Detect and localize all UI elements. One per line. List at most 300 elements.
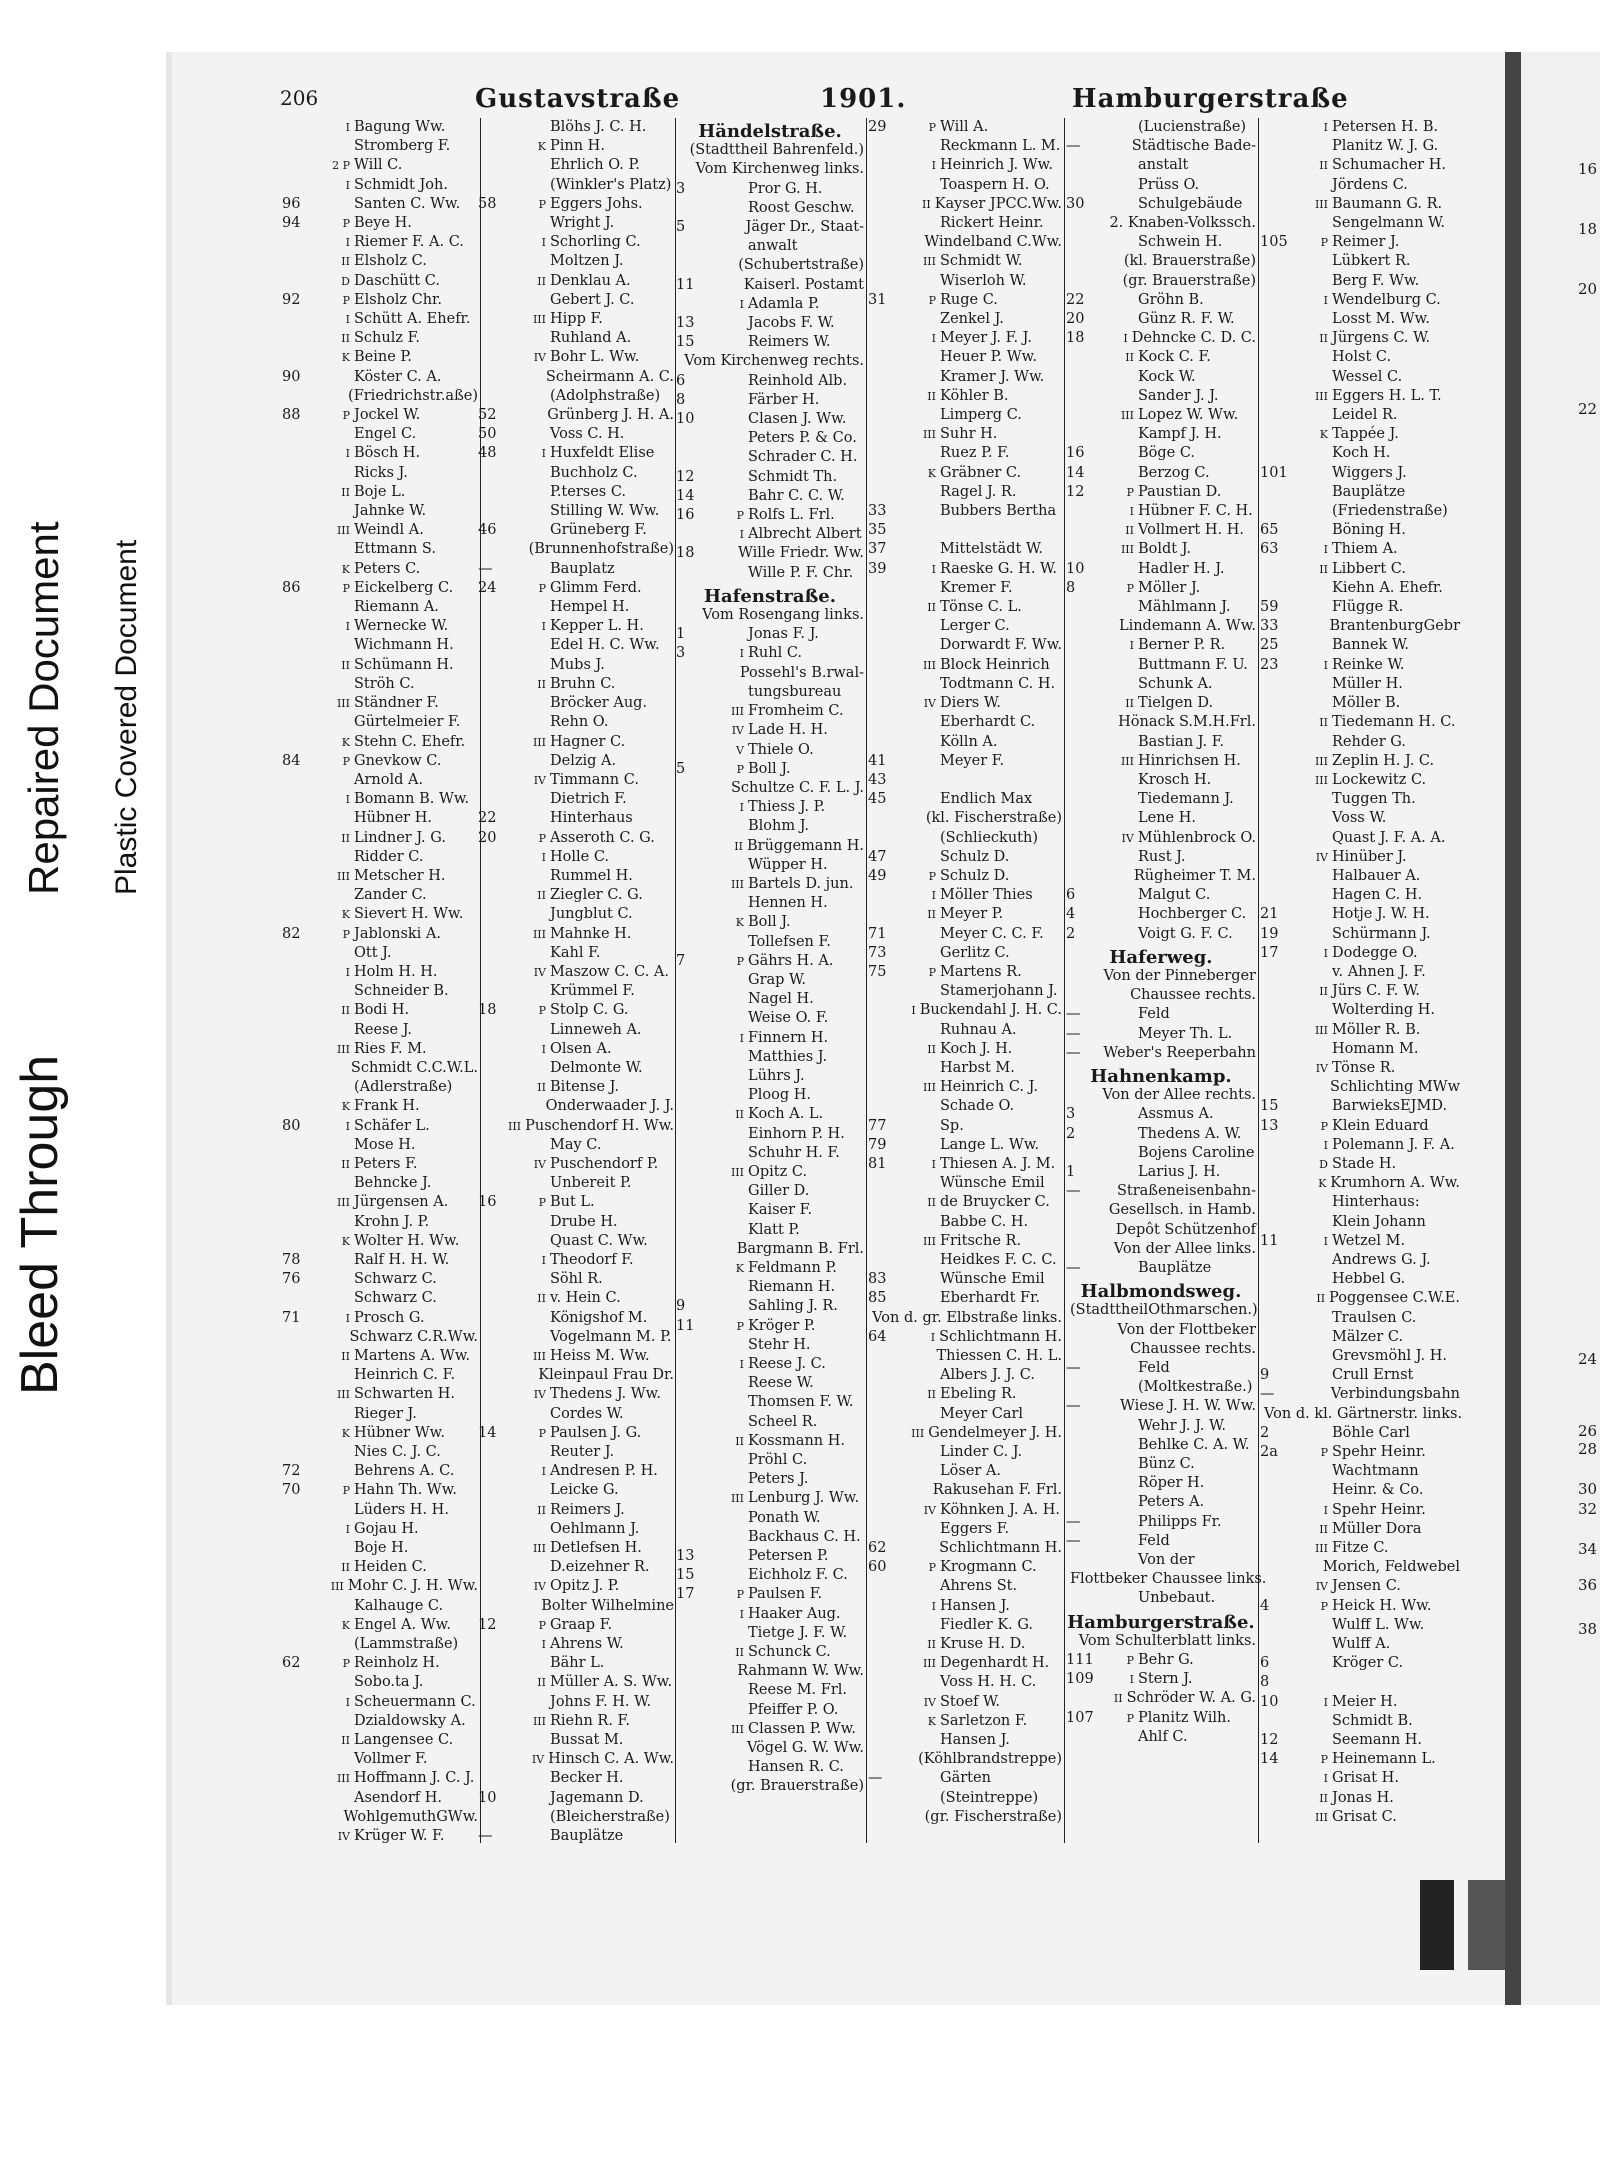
column-rule <box>866 118 867 1843</box>
resident-name: Puschendorf P. <box>550 1155 659 1172</box>
resident-name: Voigt G. F. C. <box>1138 925 1233 942</box>
resident-name: Elsholz Chr. <box>354 291 442 308</box>
directory-entry <box>1066 444 1256 463</box>
resident-name: 2. Knaben-Volkssch. <box>1109 215 1256 232</box>
directory-entry <box>1066 252 1256 271</box>
house-number <box>282 1693 326 1712</box>
directory-entry <box>282 1136 478 1155</box>
resident-name: Schümann H. <box>354 656 454 673</box>
resident-name: Röper H. <box>1138 1475 1205 1492</box>
directory-entry <box>1260 156 1460 175</box>
resident-name: Schulgebäude <box>1138 195 1243 212</box>
resident-name: Rolfs L. Frl. <box>748 507 835 524</box>
resident-name: Wulff A. <box>1332 1636 1391 1653</box>
directory-entry <box>282 790 478 809</box>
house-number: 12 <box>676 468 695 485</box>
resident-name: Klatt P. <box>748 1221 800 1238</box>
floor-code <box>326 636 350 655</box>
resident-name: Feld <box>1138 1532 1170 1549</box>
house-number <box>676 1681 720 1700</box>
directory-entry <box>868 1462 1062 1481</box>
directory-entry <box>1066 829 1256 848</box>
resident-name: Ahlf C. <box>1138 1728 1188 1745</box>
resident-name: Schneider B. <box>354 983 449 1000</box>
resident-name: Engel C. <box>354 426 417 443</box>
house-number <box>478 1021 522 1040</box>
directory-entry <box>1066 1125 1256 1144</box>
resident-name: Metscher H. <box>354 867 446 884</box>
resident-name: Ständner F. <box>354 695 439 712</box>
floor-code <box>1110 156 1134 175</box>
floor-code: K <box>341 1618 350 1632</box>
resident-name: Mahnke H. <box>550 925 632 942</box>
floor-code <box>1110 560 1134 579</box>
house-number <box>676 1259 720 1278</box>
resident-name: Nagel H. <box>748 991 814 1008</box>
resident-name: Ahrens St. <box>940 1578 1018 1595</box>
resident-name: Peters F. <box>354 1155 418 1172</box>
floor-code <box>326 1251 350 1270</box>
house-number <box>1260 733 1304 752</box>
house-number <box>676 1336 720 1355</box>
resident-name: Schulz D. <box>940 867 1010 884</box>
resident-name: Grisat H. <box>1332 1770 1399 1787</box>
floor-code <box>1304 464 1328 483</box>
house-number <box>282 598 326 617</box>
house-number <box>868 1232 912 1251</box>
floor-code <box>1110 1005 1134 1024</box>
resident-name: Onderwaader J. J. <box>545 1098 674 1115</box>
resident-name: Schütt A. Ehefr. <box>354 311 471 328</box>
house-number <box>1260 1712 1304 1731</box>
directory-entry <box>868 675 1062 694</box>
resident-name: (Lammstraße) <box>354 1636 459 1653</box>
resident-name: Fromheim C. <box>748 703 844 720</box>
floor-code: K <box>927 1714 936 1728</box>
house-number <box>1066 1086 1087 1105</box>
directory-entry <box>676 218 864 237</box>
house-number <box>868 214 912 233</box>
house-number: 48 <box>478 445 497 462</box>
next-page-number: 22 <box>1578 400 1598 418</box>
floor-code <box>1110 1474 1134 1493</box>
floor-code: I <box>345 121 350 134</box>
resident-name: Schumacher H. <box>1332 157 1446 174</box>
directory-entry <box>282 176 478 195</box>
house-number <box>282 1731 326 1750</box>
floor-code <box>326 944 350 963</box>
house-number <box>1066 252 1101 271</box>
house-number <box>1260 310 1304 329</box>
floor-code <box>326 1712 350 1731</box>
house-number <box>868 1021 912 1040</box>
house-number <box>868 1097 912 1116</box>
directory-entry <box>1260 598 1460 617</box>
floor-code <box>720 1221 744 1240</box>
resident-name: Reinke W. <box>1332 656 1405 673</box>
directory-entry <box>676 1489 864 1508</box>
floor-code: I <box>345 1311 350 1325</box>
directory-entry <box>1066 1005 1256 1024</box>
house-number <box>676 1758 720 1777</box>
house-number <box>676 856 720 875</box>
floor-code <box>1304 675 1328 694</box>
house-number <box>868 176 912 195</box>
house-number <box>1260 176 1304 195</box>
resident-name: Thiesen A. J. M. <box>940 1155 1056 1172</box>
house-number <box>676 1509 720 1528</box>
resident-name: Hansen J. <box>940 1732 1010 1749</box>
directory-entry <box>1260 368 1460 387</box>
house-number <box>478 982 522 1001</box>
house-number: 14 <box>1260 1751 1279 1768</box>
resident-name: Thomsen F. W. <box>748 1394 854 1411</box>
directory-entry <box>676 1144 864 1163</box>
house-number: 85 <box>868 1290 887 1307</box>
directory-entry <box>478 1059 674 1078</box>
floor-code <box>912 1174 936 1193</box>
floor-code <box>522 214 546 233</box>
floor-code <box>912 1117 936 1136</box>
resident-name: Schulz D. <box>940 848 1010 865</box>
floor-code <box>1087 1086 1098 1105</box>
house-number <box>1066 1378 1110 1397</box>
floor-code <box>1304 1712 1328 1731</box>
directory-entry <box>1066 1709 1256 1728</box>
house-number <box>676 683 720 702</box>
house-number <box>1260 483 1304 502</box>
directory-entry <box>478 1213 674 1232</box>
next-page-number: 34 <box>1578 1540 1598 1558</box>
resident-name: Hinrichsen H. <box>1138 752 1241 769</box>
floor-code <box>720 856 744 875</box>
directory-entry <box>676 1432 864 1451</box>
house-number <box>1066 406 1110 425</box>
resident-name: Heiden C. <box>354 1559 427 1576</box>
house-number <box>868 406 912 425</box>
house-number: 16 <box>1066 445 1085 462</box>
directory-entry <box>1066 1493 1256 1512</box>
directory-entry <box>478 368 674 387</box>
scan-corner-gray <box>1468 1880 1505 1970</box>
house-number <box>676 199 720 218</box>
resident-name: Heinrich C. J. <box>940 1079 1038 1096</box>
directory-entry <box>478 1001 674 1020</box>
directory-entry <box>868 1481 1062 1500</box>
house-number <box>282 694 326 713</box>
floor-code: II <box>341 658 350 672</box>
floor-code <box>326 598 350 617</box>
directory-entry <box>478 1789 674 1808</box>
floor-code: III <box>922 1234 936 1248</box>
floor-code <box>522 1136 546 1155</box>
floor-code: D <box>1319 1157 1328 1171</box>
directory-entry <box>1260 963 1460 982</box>
resident-name: Jürgens C. W. <box>1332 330 1431 347</box>
house-number <box>676 295 720 314</box>
resident-name: Quast C. Ww. <box>550 1232 648 1249</box>
resident-name: Bagung Ww. <box>354 119 446 135</box>
resident-name: Hoffmann J. C. J. <box>354 1770 475 1787</box>
resident-name: (Brunnenhofstraße) <box>528 541 674 558</box>
house-number <box>1260 1136 1304 1155</box>
resident-name: Schunck C. <box>748 1644 831 1661</box>
house-number <box>676 1163 720 1182</box>
resident-name: Bojens Caroline <box>1138 1144 1255 1161</box>
house-number <box>868 1750 898 1769</box>
floor-code: III <box>1314 197 1328 211</box>
floor-code <box>1110 291 1134 310</box>
floor-code: II <box>735 1108 744 1122</box>
house-number <box>676 1489 720 1508</box>
resident-name: Kahl F. <box>550 944 601 961</box>
floor-code <box>326 1539 350 1558</box>
floor-code <box>1110 1455 1134 1474</box>
house-number <box>478 1462 522 1481</box>
directory-entry <box>282 214 478 233</box>
resident-name: Ruhland A. <box>550 330 632 347</box>
house-number <box>282 1539 326 1558</box>
house-number <box>282 1366 326 1385</box>
directory-entry <box>282 1808 478 1827</box>
house-number <box>1260 1155 1304 1174</box>
resident-name: Dorwardt F. Ww. <box>939 637 1062 654</box>
house-number: 84 <box>282 752 301 769</box>
floor-code <box>720 1413 744 1432</box>
floor-code: I <box>541 850 546 864</box>
house-number: 49 <box>868 867 887 884</box>
house-number <box>478 790 522 809</box>
resident-name: Schunk A. <box>1138 675 1213 692</box>
directory-entry <box>282 1328 478 1347</box>
floor-code <box>1304 1424 1328 1443</box>
directory-entry <box>676 1566 864 1585</box>
watermark-panel <box>0 195 172 1395</box>
resident-name: Petersen H. B. <box>1332 119 1439 135</box>
house-number: 83 <box>868 1271 887 1288</box>
resident-name: Mühlenbrock O. <box>1137 829 1256 846</box>
directory-entry <box>868 1635 1062 1654</box>
floor-code <box>720 1509 744 1528</box>
directory-entry <box>868 195 1062 214</box>
resident-name: Voss W. <box>1332 810 1387 827</box>
directory-entry <box>1260 1021 1460 1040</box>
next-page-number: 20 <box>1578 280 1598 298</box>
resident-name: Hübner F. C. H. <box>1138 503 1253 520</box>
directory-entry <box>676 1470 864 1489</box>
directory-entry <box>1066 790 1256 809</box>
house-number <box>282 1673 326 1692</box>
house-number <box>478 1577 522 1596</box>
resident-name: Holle C. <box>550 848 610 865</box>
floor-code: III <box>1314 1810 1328 1824</box>
resident-name: Thiess J. P. <box>748 799 826 816</box>
house-number <box>1066 214 1092 233</box>
resident-name: Jagemann D. <box>550 1789 644 1806</box>
house-number: 15 <box>676 1567 695 1584</box>
house-number: — <box>1066 1259 1081 1276</box>
resident-name: Lockewitz C. <box>1332 771 1427 788</box>
floor-code <box>720 487 744 506</box>
floor-code <box>679 352 681 371</box>
resident-name: Ehrlich O. P. <box>550 157 640 174</box>
directory-entry <box>478 425 674 444</box>
floor-code: II <box>537 1676 546 1690</box>
house-number: — <box>1066 1044 1081 1061</box>
house-number <box>1066 1221 1096 1240</box>
directory-entry <box>868 1385 1062 1404</box>
floor-code <box>326 848 350 867</box>
house-number <box>478 656 522 675</box>
directory-entry <box>478 1040 674 1059</box>
floor-code: P <box>538 1004 546 1018</box>
floor-code: II <box>1125 524 1134 538</box>
floor-code: K <box>341 1426 350 1440</box>
directory-entry <box>478 1097 674 1116</box>
house-number <box>1066 502 1110 521</box>
resident-name: Philipps Fr. <box>1138 1513 1222 1530</box>
floor-code <box>1304 1097 1328 1116</box>
resident-name: Delzig A. <box>550 752 617 769</box>
floor-code <box>522 1789 546 1808</box>
directory-entry <box>676 779 864 798</box>
house-number <box>676 741 720 760</box>
floor-code: III <box>922 658 936 672</box>
house-number <box>478 1155 522 1174</box>
floor-code <box>1304 368 1328 387</box>
resident-name: Bargmann B. Frl. <box>736 1240 864 1257</box>
house-number <box>1260 848 1304 867</box>
directory-entry <box>868 771 1062 790</box>
floor-code <box>326 1750 350 1769</box>
resident-name: Hebbel G. <box>1332 1271 1406 1288</box>
house-number: 24 <box>478 579 497 596</box>
directory-entry <box>282 233 478 252</box>
house-number <box>1066 809 1110 828</box>
house-number <box>478 1385 522 1404</box>
resident-name: (Friedenstraße) <box>1332 503 1448 520</box>
floor-code <box>911 1539 935 1558</box>
floor-code <box>326 1270 350 1289</box>
directory-entry <box>1260 1366 1460 1385</box>
resident-name: Grisat C. <box>1332 1808 1397 1825</box>
floor-code: II <box>341 1561 350 1575</box>
resident-name: Puschendorf H. Ww. <box>525 1117 674 1134</box>
floor-code <box>326 771 350 790</box>
floor-code: II <box>537 1503 546 1517</box>
resident-name: Heick H. Ww. <box>1332 1597 1432 1614</box>
directory-entry <box>1260 1078 1460 1097</box>
floor-code <box>522 521 546 540</box>
directory-entry <box>478 598 674 617</box>
house-number: 17 <box>676 1586 695 1603</box>
floor-code: III <box>1120 543 1134 557</box>
directory-entry <box>1066 1651 1256 1670</box>
resident-name: Diers W. <box>940 695 1001 712</box>
floor-code <box>326 1021 350 1040</box>
floor-code <box>1304 579 1328 598</box>
house-number: 22 <box>478 810 497 827</box>
resident-name: Von der Allee rechts. <box>1102 1087 1256 1104</box>
floor-code <box>522 502 546 521</box>
floor-code: III <box>532 1542 546 1556</box>
house-number <box>478 214 522 233</box>
house-number <box>868 1501 912 1520</box>
directory-entry <box>1260 1059 1460 1078</box>
resident-name: Tiedemann J. <box>1138 791 1234 808</box>
resident-name: Schmidt Joh. <box>354 176 448 193</box>
directory-entry <box>282 1520 478 1539</box>
house-number <box>1066 636 1110 655</box>
resident-name: Kaiser F. <box>748 1202 813 1219</box>
floor-code <box>720 683 744 702</box>
directory-entry <box>676 760 864 779</box>
directory-entry <box>676 1201 864 1220</box>
directory-entry <box>478 1270 674 1289</box>
house-number <box>676 913 720 932</box>
directory-entry <box>282 1769 478 1788</box>
directory-entry <box>282 156 478 175</box>
directory-entry <box>1260 675 1460 694</box>
directory-entry <box>868 521 1062 540</box>
floor-code: I <box>930 1330 936 1344</box>
house-number: 11 <box>1260 1232 1279 1249</box>
house-number <box>1260 1270 1304 1289</box>
floor-code <box>1304 348 1328 367</box>
resident-name: Jonas F. J. <box>748 626 819 643</box>
house-number <box>868 1443 912 1462</box>
directory-entry <box>868 1328 1062 1347</box>
resident-name: Krümmel F. <box>550 983 635 1000</box>
house-number <box>478 1597 516 1616</box>
house-number <box>478 1366 514 1385</box>
floor-code <box>690 606 698 625</box>
resident-name: Ponath W. <box>748 1509 821 1526</box>
floor-code <box>720 1566 744 1585</box>
house-number <box>868 636 912 655</box>
floor-code: II <box>537 1292 546 1306</box>
directory-entry <box>1066 387 1256 406</box>
house-number <box>478 387 522 406</box>
floor-code <box>522 598 546 617</box>
directory-entry <box>1260 1251 1460 1270</box>
directory-entry <box>1260 1635 1460 1654</box>
resident-name: Köhnken J. A. H. <box>940 1501 1061 1518</box>
floor-code <box>912 1289 936 1308</box>
floor-code <box>1110 733 1134 752</box>
house-number <box>676 1701 720 1720</box>
house-number <box>1066 1689 1103 1708</box>
directory-entry <box>676 1701 864 1720</box>
floor-code: P <box>342 1657 350 1671</box>
resident-name: Polemann J. F. A. <box>1332 1136 1455 1153</box>
floor-code <box>912 925 936 944</box>
resident-name: Asseroth C. G. <box>550 829 655 846</box>
floor-code: III <box>922 1657 936 1671</box>
floor-code <box>720 1144 744 1163</box>
directory-entry <box>478 1385 674 1404</box>
floor-code: II <box>341 1350 350 1363</box>
resident-name: Bodi H. <box>354 1002 410 1019</box>
resident-name: Löser A. <box>940 1463 1002 1480</box>
directory-entry <box>1260 1597 1460 1616</box>
directory-entry <box>1066 348 1256 367</box>
house-number <box>1066 1144 1110 1163</box>
resident-name: Hinterhaus <box>550 810 633 827</box>
resident-name: Classen P. Ww. <box>748 1720 857 1737</box>
resident-name: Bünz C. <box>1138 1456 1195 1473</box>
directory-entry <box>1066 967 1256 986</box>
